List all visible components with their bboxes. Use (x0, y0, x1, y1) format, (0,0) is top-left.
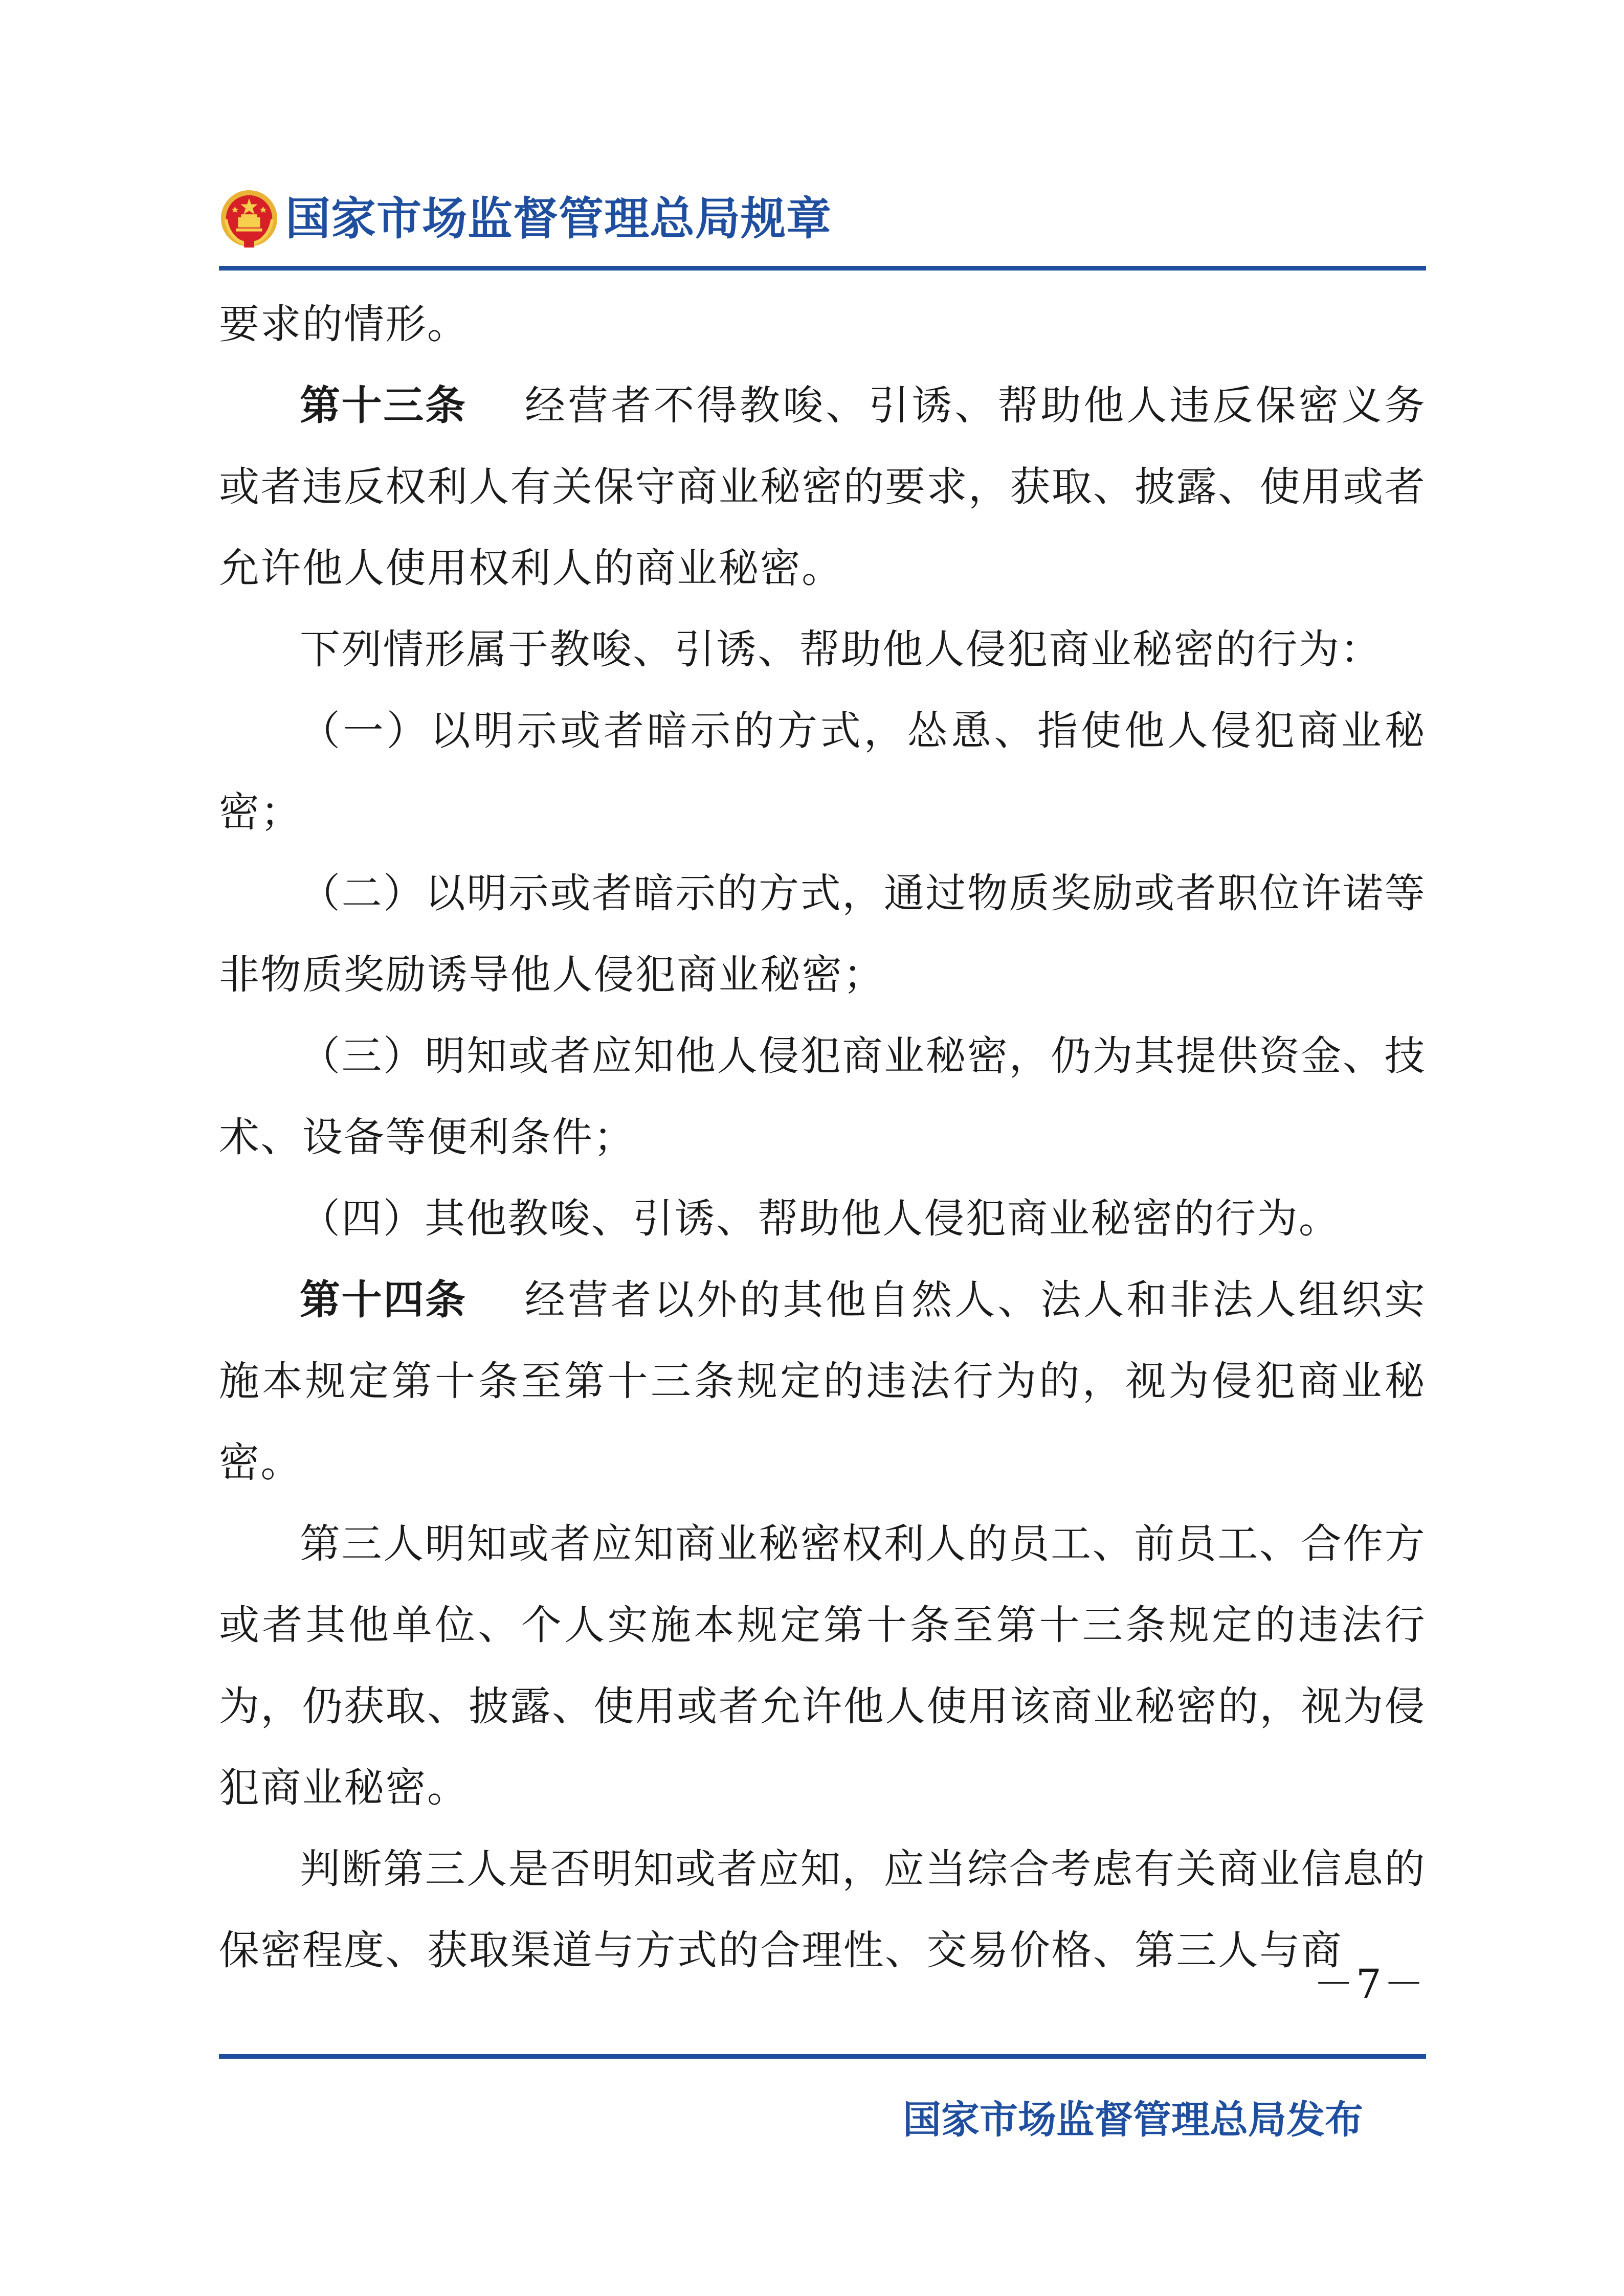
national-emblem-icon (219, 189, 279, 250)
paragraph (219, 609, 1426, 690)
list-item (219, 853, 1426, 1016)
paragraph-text: 经营者以外的其他自然人、法人和非法人组织实施本规定第十条至第十三条规定的违法行为的，视为侵犯商业秘密。 (219, 1276, 1427, 1486)
footer-publisher: 国家市场监督管理总局发布 (902, 2097, 1363, 2142)
page-number: －7－ (1313, 1961, 1426, 2008)
paragraph-text: 经营者不得教唆、引诱、帮助他人违反保密义务或者违反权利人有关保守商业秘密的要求，获取、披露、使用或者允许他人使用权利人的商业秘密。 (219, 382, 1427, 592)
paragraph (219, 1829, 1426, 1991)
list-item (219, 1178, 1426, 1259)
paragraph-text: 下列情形属于教唆、引诱、帮助他人侵犯商业秘密的行为： (300, 626, 1382, 673)
document-body (219, 284, 1426, 1991)
article-number: 第十四条 (300, 1276, 467, 1323)
article-number: 第十三条 (300, 382, 467, 429)
paragraph-text: （四）其他教唆、引诱、帮助他人侵犯商业秘密的行为。 (300, 1195, 1341, 1242)
header-divider (219, 266, 1426, 271)
document-header (219, 184, 1426, 261)
list-item (219, 690, 1426, 853)
article-paragraph (219, 365, 1426, 609)
paragraph (219, 284, 1426, 365)
paragraph-text: （三）明知或者应知他人侵犯商业秘密，仍为其提供资金、技术、设备等便利条件； (219, 1032, 1426, 1161)
header-title: 国家市场监督管理总局规章 (285, 192, 832, 245)
footer-divider (219, 2054, 1426, 2059)
paragraph-text: （一）以明示或者暗示的方式，怂恿、指使他人侵犯商业秘密； (219, 707, 1426, 836)
paragraph-text: （二）以明示或者暗示的方式，通过物质奖励或者职位许诺等非物质奖励诱导他人侵犯商业秘密； (219, 870, 1426, 998)
article-paragraph (219, 1259, 1426, 1503)
paragraph-text: 第三人明知或者应知商业秘密权利人的员工、前员工、合作方或者其他单位、个人实施本规定第十条至第十三条规定的违法行为，仍获取、披露、使用或者允许他人使用该商业秘密的，视为侵犯商业秘密。 (219, 1520, 1426, 1811)
list-item (219, 1016, 1426, 1178)
paragraph-text: 要求的情形。 (219, 301, 469, 348)
paragraph (219, 1503, 1426, 1829)
paragraph-text: 判断第三人是否明知或者应知，应当综合考虑有关商业信息的保密程度、获取渠道与方式的合理性、交易价格、第三人与商 (219, 1845, 1426, 1974)
